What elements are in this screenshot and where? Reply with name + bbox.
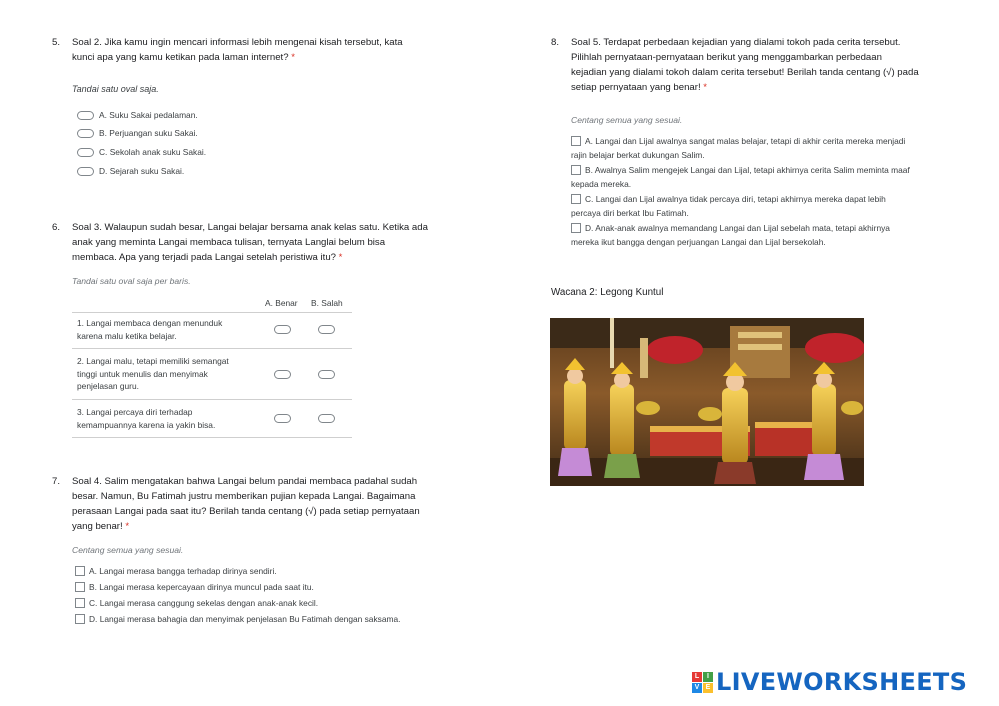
question-text: Soal 3. Walaupun sudah besar, Langai belajar bersama anak kelas satu. Ketika ada anak yang meminta Langai membaca tulisan, ternyata Langlai belum bisa membaca. Apa yang terjadi pada Langai setelah peristiwa itu? * [72, 222, 428, 263]
required-asterisk: * [703, 82, 708, 93]
question-6 [52, 220, 472, 268]
checkbox[interactable] [571, 194, 581, 204]
q7-option-a[interactable]: A. Langai merasa bangga terhadap dirinya sendiri. [75, 564, 450, 578]
q8-option-a[interactable]: A. Langai dan Lijal awalnya sangat malas belajar, tetapi di akhir cerita mereka menjadi rajin belajar berkat dukungan Salim. [571, 136, 906, 160]
checkbox[interactable] [571, 223, 581, 233]
legong-dance-photo [550, 318, 864, 486]
liveworksheets-logo [692, 668, 967, 696]
checkbox[interactable] [75, 614, 85, 624]
radio-oval[interactable] [77, 148, 94, 157]
radio-oval-salah[interactable] [318, 370, 335, 379]
question-text: Soal 4. Salim mengatakan bahwa Langai belum pandai membaca padahal sudah besar. Namun, Bu Fatimah justru memberikan pujian kepada Langai. Bagaimana perasaan Langai pada saat itu? Berilah tanda centang (√) pada setiap pernyataan yang benar! * [72, 476, 420, 532]
radio-oval[interactable] [77, 129, 94, 138]
grid-row-1 [72, 313, 352, 349]
q7-hint: Centang semua yang sesuai. [72, 545, 184, 555]
q5-option-d[interactable]: D. Sejarah suku Sakai. [77, 166, 184, 176]
q8-option-d[interactable]: D. Anak-anak awalnya memandang Langai dan Lijal sebelah mata, tetapi akhirnya mereka ikut bangga dengan perjuangan Langai dan Lijal bersekolah. [571, 223, 890, 247]
grid-column-benar: A. Benar [265, 298, 298, 308]
logo-grid-icon: L I V E [692, 672, 713, 693]
question-5 [52, 35, 472, 75]
checkbox[interactable] [75, 566, 85, 576]
grid-row-3 [72, 400, 352, 438]
required-asterisk: * [338, 252, 343, 263]
question-number: 6. [52, 222, 61, 233]
question-number: 8. [551, 37, 560, 48]
radio-oval[interactable] [77, 167, 94, 176]
grid-row-label: 1. Langai membaca dengan menunduk karena malu ketika belajar. [77, 318, 223, 341]
radio-oval-benar[interactable] [274, 370, 291, 379]
q5-option-a[interactable]: A. Suku Sakai pedalaman. [77, 110, 198, 120]
q5-option-b[interactable]: B. Perjuangan suku Sakai. [77, 128, 198, 138]
grid-column-salah: B. Salah [311, 298, 343, 308]
question-number: 7. [52, 476, 61, 487]
q5-hint: Tandai satu oval saja. [72, 84, 159, 94]
grid-row-label: 2. Langai malu, tetapi memiliki semangat tinggi untuk menulis dan menyimak penjelasan guru. [77, 356, 229, 392]
required-asterisk: * [125, 521, 130, 532]
checkbox[interactable] [571, 136, 581, 146]
q7-option-d[interactable]: D. Langai merasa bahagia dan menyimak penjelasan Bu Fatimah dengan saksama. [75, 612, 450, 626]
q7-option-c[interactable]: C. Langai merasa canggung sekelas dengan anak-anak kecil. [75, 596, 450, 610]
q5-option-c[interactable]: C. Sekolah anak suku Sakai. [77, 147, 206, 157]
q6-hint: Tandai satu oval saja per baris. [72, 276, 191, 286]
question-7 [52, 474, 472, 536]
radio-oval-salah[interactable] [318, 325, 335, 334]
question-text: Soal 2. Jika kamu ingin mencari informasi lebih mengenai kisah tersebut, kata kunci apa yang kamu ketikan pada laman internet? * [72, 37, 403, 63]
wacana-title: Wacana 2: Legong Kuntul [551, 287, 664, 298]
grid-row-label: 3. Langai percaya diri terhadap kemampuannya karena ia yakin bisa. [77, 407, 216, 430]
checkbox[interactable] [75, 598, 85, 608]
q8-option-c[interactable]: C. Langai dan Lijal awalnya tidak percaya diri, tetapi akhirnya mereka dapat lebih percaya diri berkat Ibu Fatimah. [571, 194, 886, 218]
q8-hint: Centang semua yang sesuai. [571, 115, 683, 125]
grid-row-2 [72, 349, 352, 400]
radio-oval-salah[interactable] [318, 414, 335, 423]
radio-oval[interactable] [77, 111, 94, 120]
checkbox[interactable] [571, 165, 581, 175]
radio-oval-benar[interactable] [274, 414, 291, 423]
q8-option-b[interactable]: B. Awalnya Salim mengejek Langai dan Lijal, tetapi akhirnya cerita Salim meminta maaf kepada mereka. [571, 165, 910, 189]
required-asterisk: * [291, 52, 295, 63]
question-number: 5. [52, 37, 61, 48]
q7-option-b[interactable]: B. Langai merasa kepercayaan dirinya muncul pada saat itu. [75, 580, 450, 594]
question-8 [551, 35, 971, 97]
checkbox[interactable] [75, 582, 85, 592]
logo-text: LIVEWORKSHEETS [716, 668, 968, 696]
radio-oval-benar[interactable] [274, 325, 291, 334]
question-text: Soal 5. Terdapat perbedaan kejadian yang dialami tokoh pada cerita tersebut. Pilihlah pernyataan-pernyataan berikut yang menggambarkan perbedaan kejadian yang dialami tokoh dalam cerita tersebut! Berilah tanda centang (√) pada setiap pernyataan yang benar! * [571, 37, 919, 93]
